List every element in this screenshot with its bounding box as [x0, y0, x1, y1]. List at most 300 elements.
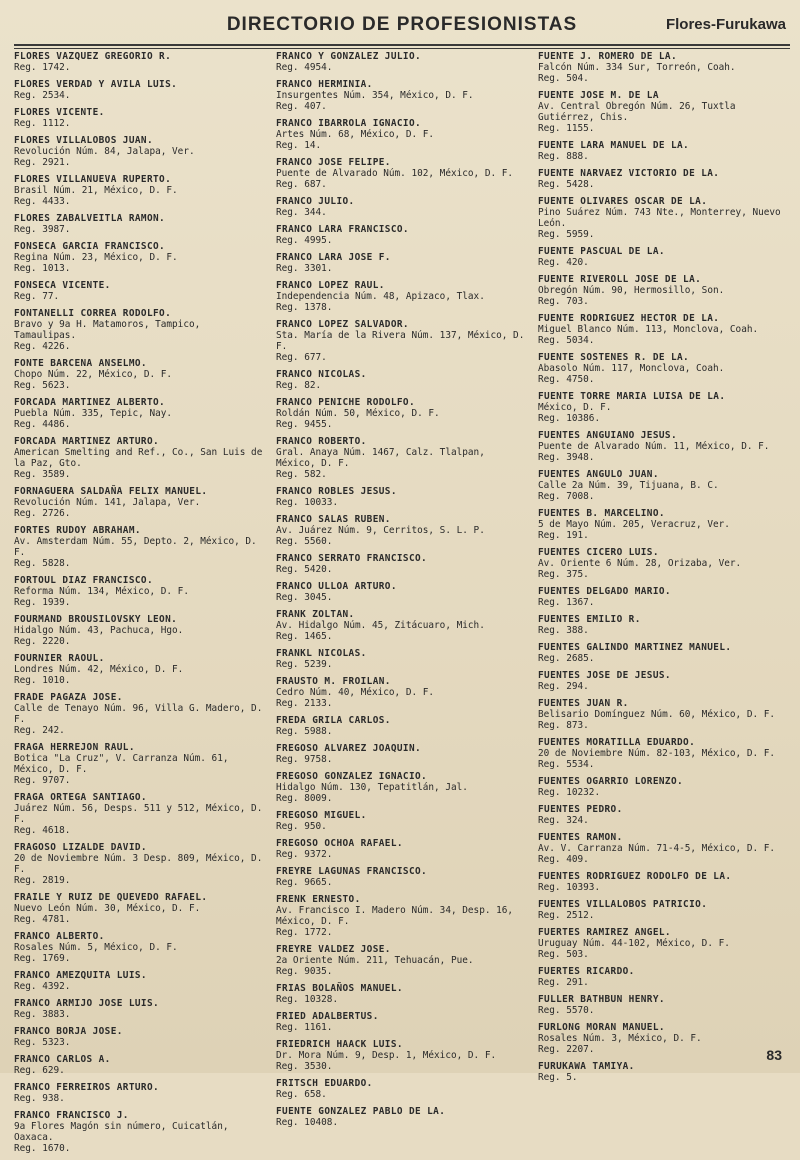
directory-entry [538, 737, 790, 770]
directory-entry [14, 998, 266, 1020]
entry-address: México, D. F. [538, 402, 612, 413]
entry-name: FUENTES JOSE DE JESUS. [538, 670, 671, 681]
entry-registration: Reg. 5239. [276, 659, 333, 670]
entry-name: FUERTES RICARDO. [538, 966, 635, 977]
entry-name: FREDA GRILA CARLOS. [276, 715, 391, 726]
entry-registration: Reg. 582. [276, 469, 327, 480]
directory-entry [276, 397, 528, 430]
entry-registration: Reg. 420. [538, 257, 589, 268]
entry-address: Pino Suárez Núm. 743 Nte., Monterrey, Nuevo León. [538, 207, 781, 229]
entry-name: FRAGA HERREJON RAUL. [14, 742, 135, 753]
entry-address: Reforma Núm. 134, México, D. F. [14, 586, 189, 597]
entry-name: FRIEDRICH HAACK LUIS. [276, 1039, 403, 1050]
entry-name: FRIAS BOLAÑOS MANUEL. [276, 983, 403, 994]
directory-entry [538, 966, 790, 988]
entry-address: Hidalgo Núm. 130, Tepatitlán, Jal. [276, 782, 468, 793]
directory-entry [276, 224, 528, 246]
entry-name: FRANKL NICOLAS. [276, 648, 367, 659]
entry-registration: Reg. 4392. [14, 981, 71, 992]
entry-registration: Reg. 5623. [14, 380, 71, 391]
entry-name: FUENTES B. MARCELINO. [538, 508, 665, 519]
directory-entry [538, 776, 790, 798]
entry-registration: Reg. 873. [538, 720, 589, 731]
entry-registration: Reg. 503. [538, 949, 589, 960]
entry-name: FUENTE NARVAEZ VICTORIO DE LA. [538, 168, 720, 179]
entry-address: Av. Francisco I. Madero Núm. 34, Desp. 16, México, D. F. [276, 905, 514, 927]
entry-registration: Reg. 2819. [14, 875, 71, 886]
entry-name: FRANCO SALAS RUBEN. [276, 514, 391, 525]
entry-address: Rosales Núm. 3, México, D. F. [538, 1033, 702, 1044]
directory-entry [276, 1078, 528, 1100]
entry-registration: Reg. 2220. [14, 636, 71, 647]
directory-entry [538, 196, 790, 240]
entry-registration: Reg. 2207. [538, 1044, 595, 1055]
entry-name: FRANCO Y GONZALEZ JULIO. [276, 51, 422, 62]
entry-name: FRIED ADALBERTUS. [276, 1011, 379, 1022]
directory-entry [276, 252, 528, 274]
entry-address: Brasil Núm. 21, México, D. F. [14, 185, 178, 196]
entry-address: Av. Hidalgo Núm. 45, Zitácuaro, Mich. [276, 620, 485, 631]
directory-entry [276, 581, 528, 603]
entry-name: FUENTES ANGUIANO JESUS. [538, 430, 678, 441]
directory-entry [14, 486, 266, 519]
entry-registration: Reg. 10393. [538, 882, 601, 893]
entry-registration: Reg. 2685. [538, 653, 595, 664]
entry-name: FREYRE LAGUNAS FRANCISCO. [276, 866, 428, 877]
entry-name: FRANCO ROBLES JESUS. [276, 486, 397, 497]
entry-address: Regina Núm. 23, México, D. F. [14, 252, 178, 263]
entry-registration: Reg. 82. [276, 380, 322, 391]
entry-name: FRANCO AMEZQUITA LUIS. [14, 970, 147, 981]
directory-entry [276, 810, 528, 832]
entry-address: Independencia Núm. 48, Apizaco, Tlax. [276, 291, 485, 302]
entry-registration: Reg. 2133. [276, 698, 333, 709]
entry-name: FURLONG MORAN MANUEL. [538, 1022, 665, 1033]
entry-name: FRAGOSO LIZALDE DAVID. [14, 842, 147, 853]
directory-entry [538, 994, 790, 1016]
entry-registration: Reg. 1742. [14, 62, 71, 73]
entry-name: FORTOUL DIAZ FRANCISCO. [14, 575, 154, 586]
entry-name: FUENTES DELGADO MARIO. [538, 586, 671, 597]
entry-registration: Reg. 4750. [538, 374, 595, 385]
directory-entry [276, 944, 528, 977]
entry-name: FUENTES RAMON. [538, 832, 623, 843]
entry-name: FRANCO ARMIJO JOSE LUIS. [14, 998, 160, 1009]
entry-registration: Reg. 3530. [276, 1061, 333, 1072]
entry-address: Falcón Núm. 334 Sur, Torreón, Coah. [538, 62, 736, 73]
directory-entry [14, 213, 266, 235]
entry-registration: Reg. 1769. [14, 953, 71, 964]
entry-registration: Reg. 10408. [276, 1117, 339, 1128]
entry-address: Roldán Núm. 50, México, D. F. [276, 408, 440, 419]
entry-registration: Reg. 629. [14, 1065, 65, 1076]
entry-name: FRANCO ULLOA ARTURO. [276, 581, 397, 592]
entry-registration: Reg. 9372. [276, 849, 333, 860]
entry-registration: Reg. 9665. [276, 877, 333, 888]
directory-entry [276, 436, 528, 480]
entry-registration: Reg. 2534. [14, 90, 71, 101]
entry-registration: Reg. 888. [538, 151, 589, 162]
entry-name: FUENTE RODRIGUEZ HECTOR DE LA. [538, 313, 720, 324]
directory-entry [14, 614, 266, 647]
entry-registration: Reg. 10328. [276, 994, 339, 1005]
directory-entry [538, 642, 790, 664]
entry-address: Chopo Núm. 22, México, D. F. [14, 369, 173, 380]
directory-entry [14, 397, 266, 430]
entry-registration: Reg. 191. [538, 530, 589, 541]
directory-entry [14, 792, 266, 836]
entry-registration: Reg. 2921. [14, 157, 71, 168]
directory-entry [14, 931, 266, 964]
directory-entry [14, 892, 266, 925]
entry-address: Bravo y 9a H. Matamoros, Tampico, Tamaulipas. [14, 319, 201, 341]
entry-registration: Reg. 9758. [276, 754, 333, 765]
entry-registration: Reg. 1112. [14, 118, 71, 129]
directory-entry [538, 90, 790, 134]
entry-address: Cedro Núm. 40, México, D. F. [276, 687, 435, 698]
directory-entry [276, 369, 528, 391]
entry-registration: Reg. 409. [538, 854, 589, 865]
entry-name: FLORES VILLALOBOS JUAN. [14, 135, 154, 146]
entry-name: FRITSCH EDUARDO. [276, 1078, 373, 1089]
directory-entry [14, 653, 266, 686]
entry-address: 9a Flores Magón sin número, Cuicatlán, Oaxaca. [14, 1121, 229, 1143]
entry-name: FRENK ERNESTO. [276, 894, 361, 905]
entry-registration: Reg. 2726. [14, 508, 71, 519]
entry-address: Av. Amsterdam Núm. 55, Depto. 2, México, D. F. [14, 536, 257, 558]
directory-entry [538, 168, 790, 190]
entry-address: Londres Núm. 42, México, D. F. [14, 664, 184, 675]
entry-registration: Reg. 5560. [276, 536, 333, 547]
directory-entry [538, 246, 790, 268]
entry-name: FUENTES CICERO LUIS. [538, 547, 659, 558]
directory-entry [276, 118, 528, 151]
page-title: DIRECTORIO DE PROFESIONISTAS [226, 14, 578, 35]
page-number: 83 [766, 1047, 782, 1063]
directory-entry [538, 614, 790, 636]
entry-name: FONTE BARCENA ANSELMO. [14, 358, 147, 369]
entry-name: FRANCO ROBERTO. [276, 436, 367, 447]
directory-entry [14, 280, 266, 302]
entry-registration: Reg. 5034. [538, 335, 595, 346]
entry-name: FUENTES PEDRO. [538, 804, 623, 815]
directory-entry [14, 742, 266, 786]
entry-address: Dr. Mora Núm. 9, Desp. 1, México, D. F. [276, 1050, 497, 1061]
directory-entry [538, 352, 790, 385]
entry-name: FRANCO JOSE FELIPE. [276, 157, 391, 168]
directory-entry [14, 241, 266, 274]
entry-address: Obregón Núm. 90, Hermosillo, Son. [538, 285, 725, 296]
entry-registration: Reg. 1465. [276, 631, 333, 642]
directory-entry [538, 469, 790, 502]
directory-entry [538, 871, 790, 893]
directory-entry [276, 79, 528, 112]
entry-registration: Reg. 77. [14, 291, 60, 302]
entry-name: FORCADA MARTINEZ ARTURO. [14, 436, 160, 447]
entry-registration: Reg. 4433. [14, 196, 71, 207]
entry-name: FUENTES OGARRIO LORENZO. [538, 776, 684, 787]
entry-address: 20 de Noviembre Núm. 82-103, México, D. F. [538, 748, 776, 759]
directory-entry [14, 525, 266, 569]
entry-name: FUENTES GALINDO MARTINEZ MANUEL. [538, 642, 732, 653]
directory-entry [538, 698, 790, 731]
entry-name: FUENTES RODRIGUEZ RODOLFO DE LA. [538, 871, 732, 882]
entry-name: FLORES VILLANUEVA RUPERTO. [14, 174, 172, 185]
directory-entry [276, 51, 528, 73]
entry-name: FREGOSO OCHOA RAFAEL. [276, 838, 403, 849]
directory-entry [276, 486, 528, 508]
entry-registration: Reg. 677. [276, 352, 327, 363]
entry-name: FRAUSTO M. FROILAN. [276, 676, 391, 687]
directory-entry [538, 670, 790, 692]
entry-address: Puente de Alvarado Núm. 11, México, D. F. [538, 441, 770, 452]
entry-name: FRANCO LOPEZ RAUL. [276, 280, 385, 291]
directory-entry [276, 1011, 528, 1033]
directory-entry [276, 894, 528, 938]
entry-registration: Reg. 5570. [538, 1005, 595, 1016]
entry-name: FRANCO JULIO. [276, 196, 355, 207]
entry-address: Botica "La Cruz", V. Carranza Núm. 61, México, D. F. [14, 753, 229, 775]
entry-registration: Reg. 3589. [14, 469, 71, 480]
entry-registration: Reg. 9455. [276, 419, 333, 430]
entry-name: FUENTE J. ROMERO DE LA. [538, 51, 678, 62]
entry-address: Rosales Núm. 5, México, D. F. [14, 942, 178, 953]
entry-address: Insurgentes Núm. 354, México, D. F. [276, 90, 474, 101]
entry-name: FONSECA GARCIA FRANCISCO. [14, 241, 166, 252]
directory-entry [276, 280, 528, 313]
directory-entry [14, 135, 266, 168]
entry-name: FREGOSO GONZALEZ IGNACIO. [276, 771, 428, 782]
entry-name: FRANCO FRANCISCO J. [14, 1110, 129, 1121]
entry-registration: Reg. 1010. [14, 675, 71, 686]
entry-address: Av. Central Obregón Núm. 26, Tuxtla Gutiérrez, Chis. [538, 101, 736, 123]
entry-name: FLORES ZABALVEITLA RAMON. [14, 213, 166, 224]
entry-registration: Reg. 4781. [14, 914, 71, 925]
entry-name: FOURMAND BROUSILOVSKY LEON. [14, 614, 178, 625]
entry-registration: Reg. 5828. [14, 558, 71, 569]
entry-name: FUENTE GONZALEZ PABLO DE LA. [276, 1106, 446, 1117]
entry-name: FUENTE RIVEROLL JOSE DE LA. [538, 274, 702, 285]
directory-entry [538, 313, 790, 346]
entry-name: FRANCO FERREIROS ARTURO. [14, 1082, 160, 1093]
entry-registration: Reg. 938. [14, 1093, 65, 1104]
directory-entry [14, 51, 266, 73]
entry-registration: Reg. 5534. [538, 759, 595, 770]
directory-entry [538, 430, 790, 463]
directory-entry [276, 648, 528, 670]
entry-name: FORNAGUERA SALDAÑA FELIX MANUEL. [14, 486, 208, 497]
entry-registration: Reg. 1013. [14, 263, 71, 274]
directory-entry [538, 1022, 790, 1055]
directory-entry [276, 676, 528, 709]
entry-registration: Reg. 4618. [14, 825, 71, 836]
entry-registration: Reg. 1155. [538, 123, 595, 134]
entry-address: 5 de Mayo Núm. 205, Veracruz, Ver. [538, 519, 730, 530]
entry-registration: Reg. 5988. [276, 726, 333, 737]
entry-registration: Reg. 687. [276, 179, 327, 190]
directory-entry [14, 1110, 266, 1154]
entry-name: FRANCO LARA FRANCISCO. [276, 224, 409, 235]
directory-entry [276, 553, 528, 575]
entry-registration: Reg. 4486. [14, 419, 71, 430]
entry-registration: Reg. 388. [538, 625, 589, 636]
directory-entry [14, 358, 266, 391]
entry-registration: Reg. 703. [538, 296, 589, 307]
directory-entry [276, 866, 528, 888]
entry-registration: Reg. 14. [276, 140, 322, 151]
entry-registration: Reg. 1161. [276, 1022, 333, 1033]
directory-entry [276, 609, 528, 642]
entry-name: FRAGA ORTEGA SANTIAGO. [14, 792, 147, 803]
entry-registration: Reg. 950. [276, 821, 327, 832]
entry-registration: Reg. 3987. [14, 224, 71, 235]
directory-entry [276, 514, 528, 547]
entry-address: Belisario Domínguez Núm. 60, México, D. F. [538, 709, 776, 720]
entry-address: Uruguay Núm. 44-102, México, D. F. [538, 938, 730, 949]
entry-address: Juárez Núm. 56, Desps. 511 y 512, México, D. F. [14, 803, 263, 825]
entry-name: FUENTE PASCUAL DE LA. [538, 246, 665, 257]
directory-entry [14, 575, 266, 608]
entry-address: Av. V. Carranza Núm. 71-4-5, México, D. F. [538, 843, 776, 854]
entry-registration: Reg. 242. [14, 725, 65, 736]
entry-name: FONSECA VICENTE. [14, 280, 111, 291]
entry-name: FUENTE SOSTENES R. DE LA. [538, 352, 690, 363]
directory-entry [276, 319, 528, 363]
entry-registration: Reg. 294. [538, 681, 589, 692]
entry-address: Hidalgo Núm. 43, Pachuca, Hgo. [14, 625, 184, 636]
entry-address: 20 de Noviembre Núm. 3 Desp. 809, México, D. F. [14, 853, 263, 875]
entry-registration: Reg. 10232. [538, 787, 601, 798]
entry-name: FRANK ZOLTAN. [276, 609, 355, 620]
entry-registration: Reg. 344. [276, 207, 327, 218]
directory-entry [276, 838, 528, 860]
entry-name: FLORES VERDAD Y AVILA LUIS. [14, 79, 178, 90]
directory-entry [14, 174, 266, 207]
entry-columns [14, 51, 790, 1160]
entry-registration: Reg. 658. [276, 1089, 327, 1100]
entry-registration: Reg. 5428. [538, 179, 595, 190]
entry-address: Puebla Núm. 335, Tepic, Nay. [14, 408, 173, 419]
directory-entry [14, 842, 266, 886]
page-header [14, 14, 790, 36]
entry-name: FRAILE Y RUIZ DE QUEVEDO RAFAEL. [14, 892, 208, 903]
entry-address: Nuevo León Núm. 30, México, D. F. [14, 903, 201, 914]
entry-registration: Reg. 1670. [14, 1143, 71, 1154]
column-2 [276, 51, 528, 1160]
entry-address: Gral. Anaya Núm. 1467, Calz. Tlalpan, México, D. F. [276, 447, 485, 469]
entry-address: Abasolo Núm. 117, Monclova, Coah. [538, 363, 725, 374]
entry-name: FRANCO ALBERTO. [14, 931, 105, 942]
directory-entry [538, 274, 790, 307]
entry-name: FOURNIER RAOUL. [14, 653, 105, 664]
entry-registration: Reg. 504. [538, 73, 589, 84]
entry-registration: Reg. 4226. [14, 341, 71, 352]
entry-registration: Reg. 291. [538, 977, 589, 988]
entry-address: 2a Oriente Núm. 211, Tehuacán, Pue. [276, 955, 474, 966]
entry-name: FUENTE TORRE MARIA LUISA DE LA. [538, 391, 726, 402]
entry-name: FUENTES EMILIO R. [538, 614, 641, 625]
entry-registration: Reg. 5420. [276, 564, 333, 575]
directory-entry [14, 436, 266, 480]
entry-registration: Reg. 3948. [538, 452, 595, 463]
directory-entry [276, 983, 528, 1005]
entry-name: FULLER BATHBUN HENRY. [538, 994, 665, 1005]
entry-registration: Reg. 10386. [538, 413, 601, 424]
entry-registration: Reg. 5323. [14, 1037, 71, 1048]
entry-name: FUENTE JOSE M. DE LA [538, 90, 659, 101]
entry-address: Calle 2a Núm. 39, Tijuana, B. C. [538, 480, 719, 491]
directory-entry [14, 1026, 266, 1048]
header-rule [14, 44, 790, 49]
entry-registration: Reg. 10033. [276, 497, 339, 508]
entry-registration: Reg. 3045. [276, 592, 333, 603]
entry-registration: Reg. 375. [538, 569, 589, 580]
entry-address: Av. Oriente 6 Núm. 28, Orizaba, Ver. [538, 558, 742, 569]
entry-registration: Reg. 1772. [276, 927, 333, 938]
entry-registration: Reg. 324. [538, 815, 589, 826]
directory-entry [538, 508, 790, 541]
entry-name: FLORES VICENTE. [14, 107, 105, 118]
entry-name: FRANCO IBARROLA IGNACIO. [276, 118, 422, 129]
directory-entry [14, 308, 266, 352]
entry-registration: Reg. 1378. [276, 302, 333, 313]
entry-registration: Reg. 7008. [538, 491, 595, 502]
entry-name: FLORES VAZQUEZ GREGORIO R. [14, 51, 172, 62]
entry-address: Miguel Blanco Núm. 113, Monclova, Coah. [538, 324, 759, 335]
entry-name: FUENTES VILLALOBOS PATRICIO. [538, 899, 708, 910]
entry-name: FRANCO HERMINIA. [276, 79, 373, 90]
entry-address: Puente de Alvarado Núm. 102, México, D. F. [276, 168, 514, 179]
directory-entry [14, 692, 266, 736]
entry-name: FURUKAWA TAMIYA. [538, 1061, 635, 1072]
entry-name: FRADE PAGAZA JOSE. [14, 692, 123, 703]
directory-entry [276, 196, 528, 218]
directory-entry [276, 157, 528, 190]
page-range: Flores-Furukawa [665, 16, 786, 33]
directory-entry [538, 586, 790, 608]
entry-name: FUENTE LARA MANUEL DE LA. [538, 140, 690, 151]
entry-registration: Reg. 9035. [276, 966, 333, 977]
entry-registration: Reg. 3883. [14, 1009, 71, 1020]
column-1 [14, 51, 266, 1160]
entry-name: FONTANELLI CORREA RODOLFO. [14, 308, 172, 319]
directory-entry [276, 1106, 528, 1128]
directory-entry [538, 1061, 790, 1083]
entry-name: FREGOSO MIGUEL. [276, 810, 367, 821]
entry-registration: Reg. 407. [276, 101, 327, 112]
entry-name: FUENTES ANGULO JUAN. [538, 469, 659, 480]
entry-registration: Reg. 1939. [14, 597, 71, 608]
directory-entry [276, 715, 528, 737]
entry-name: FRANCO BORJA JOSE. [14, 1026, 123, 1037]
entry-address: American Smelting and Ref., Co., San Luis de la Paz, Gto. [14, 447, 263, 469]
entry-name: FREYRE VALDEZ JOSE. [276, 944, 391, 955]
directory-entry [538, 51, 790, 84]
entry-address: Revolución Núm. 141, Jalapa, Ver. [14, 497, 201, 508]
entry-registration: Reg. 3301. [276, 263, 333, 274]
directory-entry [14, 1082, 266, 1104]
directory-entry [538, 832, 790, 865]
entry-name: FUENTES JUAN R. [538, 698, 629, 709]
entry-address: Calle de Tenayo Núm. 96, Villa G. Madero, D. F. [14, 703, 263, 725]
entry-name: FRANCO CARLOS A. [14, 1054, 111, 1065]
entry-name: FREGOSO ALVAREZ JOAQUIN. [276, 743, 422, 754]
entry-address: Av. Juárez Núm. 9, Cerritos, S. L. P. [276, 525, 485, 536]
directory-entry [538, 547, 790, 580]
entry-registration: Reg. 9707. [14, 775, 71, 786]
entry-registration: Reg. 5959. [538, 229, 595, 240]
column-3 [538, 51, 790, 1160]
